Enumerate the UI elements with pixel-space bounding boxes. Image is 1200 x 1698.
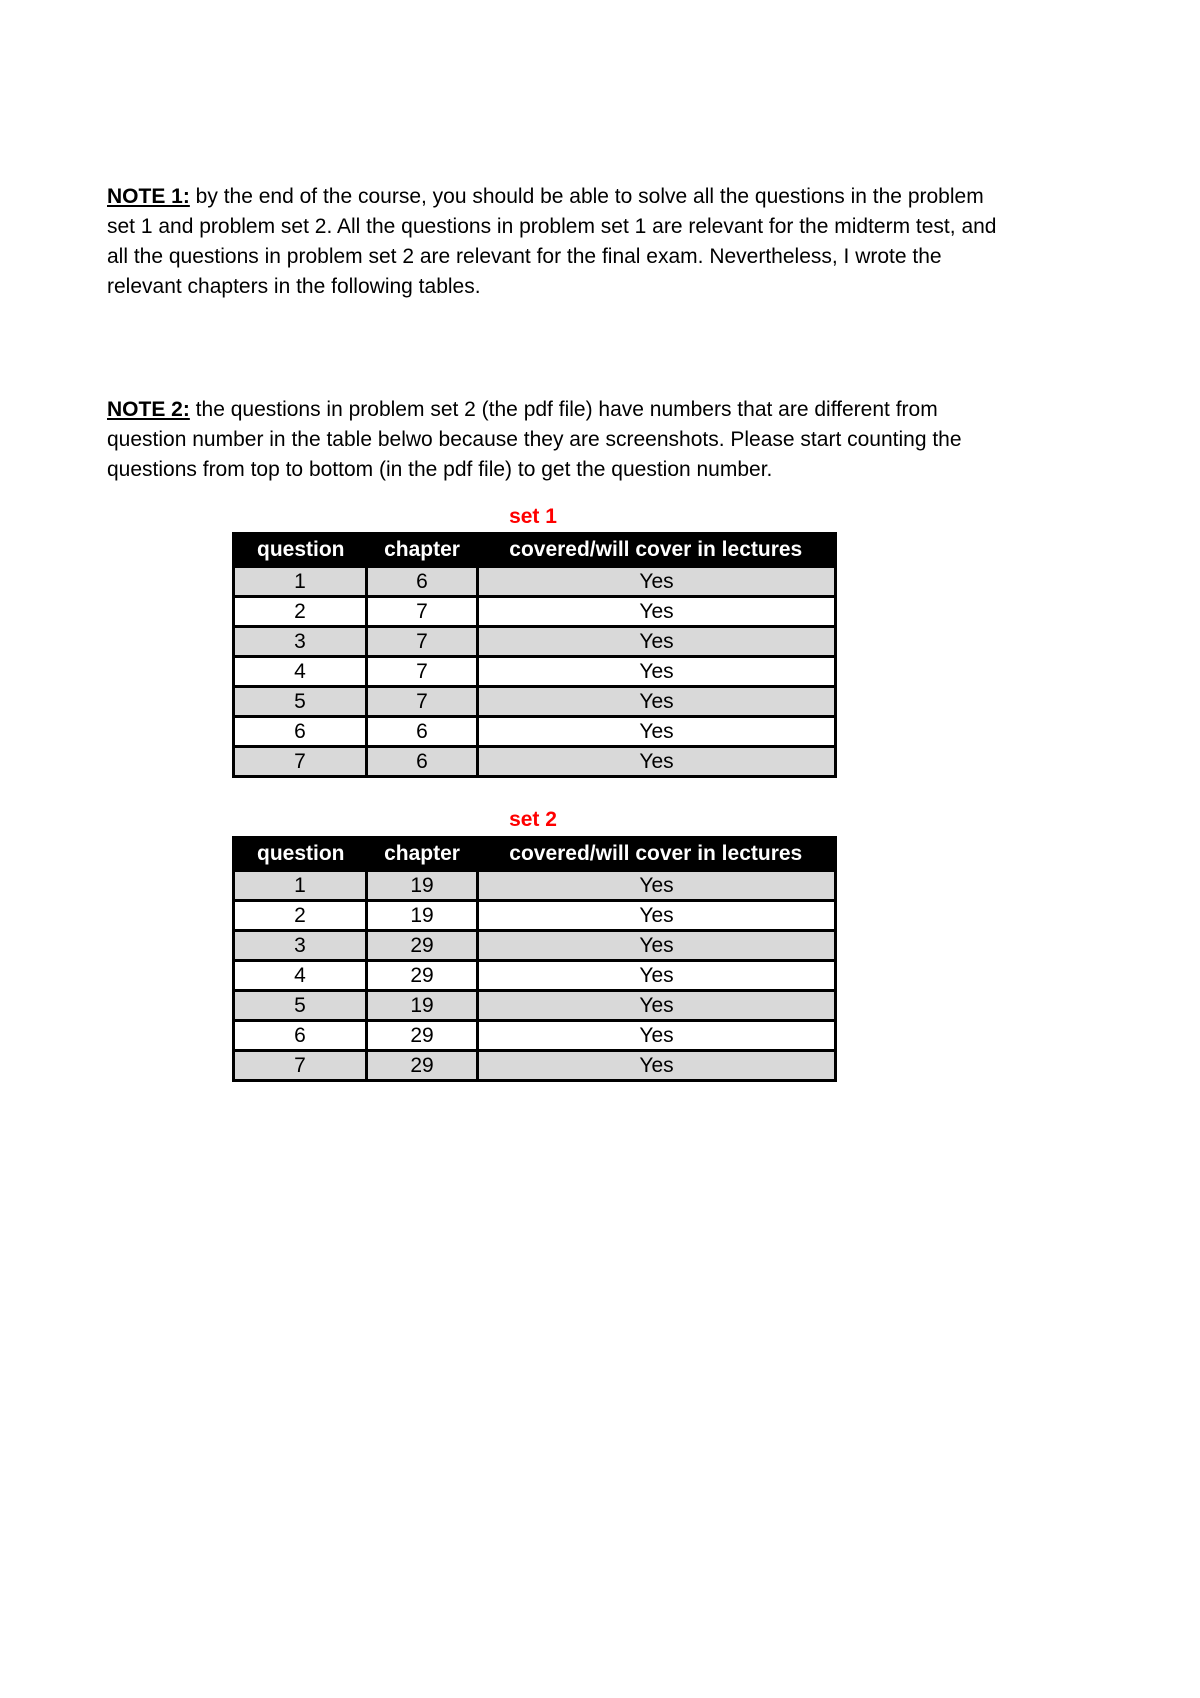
chapter-cell: 7 bbox=[367, 687, 478, 717]
covered-cell: Yes bbox=[478, 1051, 836, 1081]
table-header-row bbox=[234, 838, 836, 871]
question-header: question bbox=[257, 538, 345, 561]
question-cell: 7 bbox=[234, 1051, 367, 1081]
table-row bbox=[234, 687, 836, 717]
question-cell: 1 bbox=[234, 567, 367, 597]
note-1-text: by the end of the course, you should be able to solve all the questions in the problem set 1 and problem set 2. All the questions in problem set 1 are relevant for the midterm test, and all the questions in problem set 2 are relevant for the final exam. Nevertheless, I wrote the relevant chapters in the following tables. bbox=[107, 185, 997, 298]
question-header: question bbox=[257, 842, 345, 865]
chapter-cell: 6 bbox=[367, 717, 478, 747]
table-row bbox=[234, 871, 836, 901]
note-2-text: the questions in problem set 2 (the pdf file) have numbers that are different from question number in the table belwo because they are screenshots. Please start counting the questions from top to bottom (in the pdf file) to get the question number. bbox=[107, 398, 962, 481]
covered-header: covered/will cover in lectures bbox=[509, 538, 803, 561]
chapter-cell: 19 bbox=[367, 871, 478, 901]
table-row bbox=[234, 567, 836, 597]
question-cell: 6 bbox=[234, 1021, 367, 1051]
covered-cell: Yes bbox=[478, 901, 836, 931]
chapter-cell: 6 bbox=[367, 747, 478, 777]
question-cell: 7 bbox=[234, 747, 367, 777]
covered-cell: Yes bbox=[478, 597, 836, 627]
covered-cell: Yes bbox=[478, 871, 836, 901]
set-2-table bbox=[232, 836, 837, 1082]
table-row bbox=[234, 931, 836, 961]
covered-cell: Yes bbox=[478, 717, 836, 747]
chapter-cell: 19 bbox=[367, 901, 478, 931]
table-row bbox=[234, 627, 836, 657]
covered-cell: Yes bbox=[478, 567, 836, 597]
table-row bbox=[234, 991, 836, 1021]
question-cell: 2 bbox=[234, 597, 367, 627]
question-cell: 1 bbox=[234, 871, 367, 901]
chapter-cell: 7 bbox=[367, 627, 478, 657]
chapter-cell: 29 bbox=[367, 961, 478, 991]
note-1-label: NOTE 1: bbox=[107, 185, 190, 208]
question-cell: 3 bbox=[234, 931, 367, 961]
table-row bbox=[234, 717, 836, 747]
chapter-header: chapter bbox=[384, 842, 460, 865]
covered-cell: Yes bbox=[478, 627, 836, 657]
table-row bbox=[234, 901, 836, 931]
table-header-row bbox=[234, 534, 836, 567]
note-2-label: NOTE 2: bbox=[107, 398, 190, 421]
question-cell: 5 bbox=[234, 687, 367, 717]
covered-cell: Yes bbox=[478, 991, 836, 1021]
set-1-title: set 1 bbox=[509, 505, 557, 528]
question-cell: 6 bbox=[234, 717, 367, 747]
covered-cell: Yes bbox=[478, 961, 836, 991]
set-1-table bbox=[232, 532, 837, 778]
chapter-cell: 29 bbox=[367, 931, 478, 961]
table-row bbox=[234, 1021, 836, 1051]
question-cell: 4 bbox=[234, 657, 367, 687]
covered-cell: Yes bbox=[478, 1021, 836, 1051]
note-2 bbox=[107, 395, 1007, 485]
chapter-cell: 19 bbox=[367, 991, 478, 1021]
question-cell: 5 bbox=[234, 991, 367, 1021]
set-2-title: set 2 bbox=[509, 808, 557, 831]
table-row bbox=[234, 597, 836, 627]
chapter-cell: 7 bbox=[367, 657, 478, 687]
table-row bbox=[234, 657, 836, 687]
covered-cell: Yes bbox=[478, 931, 836, 961]
chapter-header: chapter bbox=[384, 538, 460, 561]
covered-header: covered/will cover in lectures bbox=[509, 842, 803, 865]
chapter-cell: 29 bbox=[367, 1021, 478, 1051]
table-row bbox=[234, 747, 836, 777]
table-row bbox=[234, 961, 836, 991]
covered-cell: Yes bbox=[478, 687, 836, 717]
chapter-cell: 7 bbox=[367, 597, 478, 627]
covered-cell: Yes bbox=[478, 657, 836, 687]
chapter-cell: 6 bbox=[367, 567, 478, 597]
note-1 bbox=[107, 182, 1007, 302]
question-cell: 2 bbox=[234, 901, 367, 931]
question-cell: 4 bbox=[234, 961, 367, 991]
table-row bbox=[234, 1051, 836, 1081]
covered-cell: Yes bbox=[478, 747, 836, 777]
chapter-cell: 29 bbox=[367, 1051, 478, 1081]
question-cell: 3 bbox=[234, 627, 367, 657]
